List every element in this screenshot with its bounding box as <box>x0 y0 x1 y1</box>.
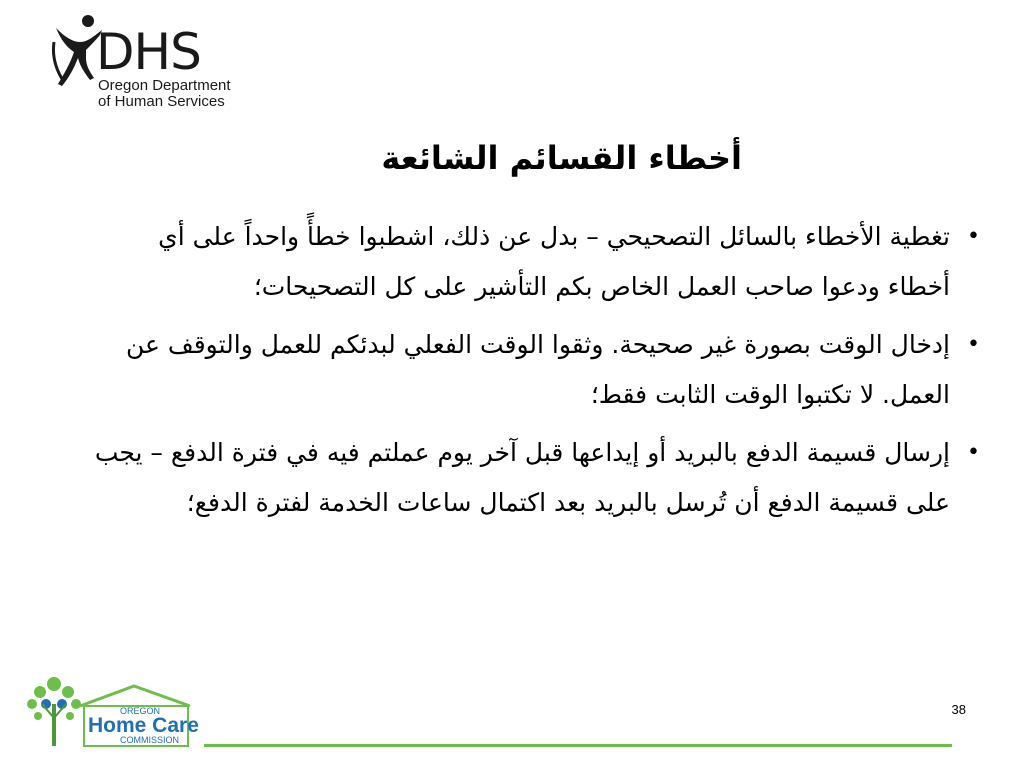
bullet-item <box>90 428 996 528</box>
footer-divider <box>204 744 952 747</box>
dhs-logo-letters: DHS <box>96 23 201 81</box>
house-roof-icon <box>80 686 190 706</box>
bullet-text: إرسال قسيمة الدفع بالبريد أو إيداعها قبل آخر يوم عملتم فيه في فترة الدفع – يجب على قسيمة الدفع أن تُرسل بالبريد بعد اكتمال ساعات الخدمة لفترة الدفع؛ <box>94 438 950 517</box>
dhs-logo-line2: of Human Services <box>98 93 225 110</box>
bullet-dot-icon: • <box>967 332 980 357</box>
hc-logo-main: Home Care <box>88 714 199 737</box>
bullet-list <box>90 212 996 536</box>
hc-logo-top: OREGON <box>120 706 161 716</box>
slide-title: أخطاء القسائم الشائعة <box>381 139 742 177</box>
bullet-dot-icon: • <box>967 440 980 465</box>
dhs-logo-line1: Oregon Department <box>98 77 231 94</box>
bullet-dot-icon: • <box>967 224 980 249</box>
bullet-text: تغطية الأخطاء بالسائل التصحيحي – بدل عن ذلك، اشطبوا خطأً واحداً على أي أخطاء ودعوا صاحب العمل الخاص بكم التأشير على كل التصحيحات؛ <box>158 222 950 301</box>
page-number: 38 <box>951 702 966 717</box>
bullet-item <box>90 320 996 420</box>
home-care-commission-logo <box>22 674 202 752</box>
hc-logo-bottom: COMMISSION <box>120 735 180 745</box>
bullet-text: إدخال الوقت بصورة غير صحيحة. وثقوا الوقت الفعلي لبدئكم للعمل والتوقف عن العمل. لا تكتبوا الوقت الثابت فقط؛ <box>125 330 950 409</box>
bullet-item <box>90 212 996 312</box>
tree-icon <box>27 677 81 746</box>
dhs-logo-subtitle <box>98 78 231 110</box>
dhs-logo <box>50 10 250 120</box>
